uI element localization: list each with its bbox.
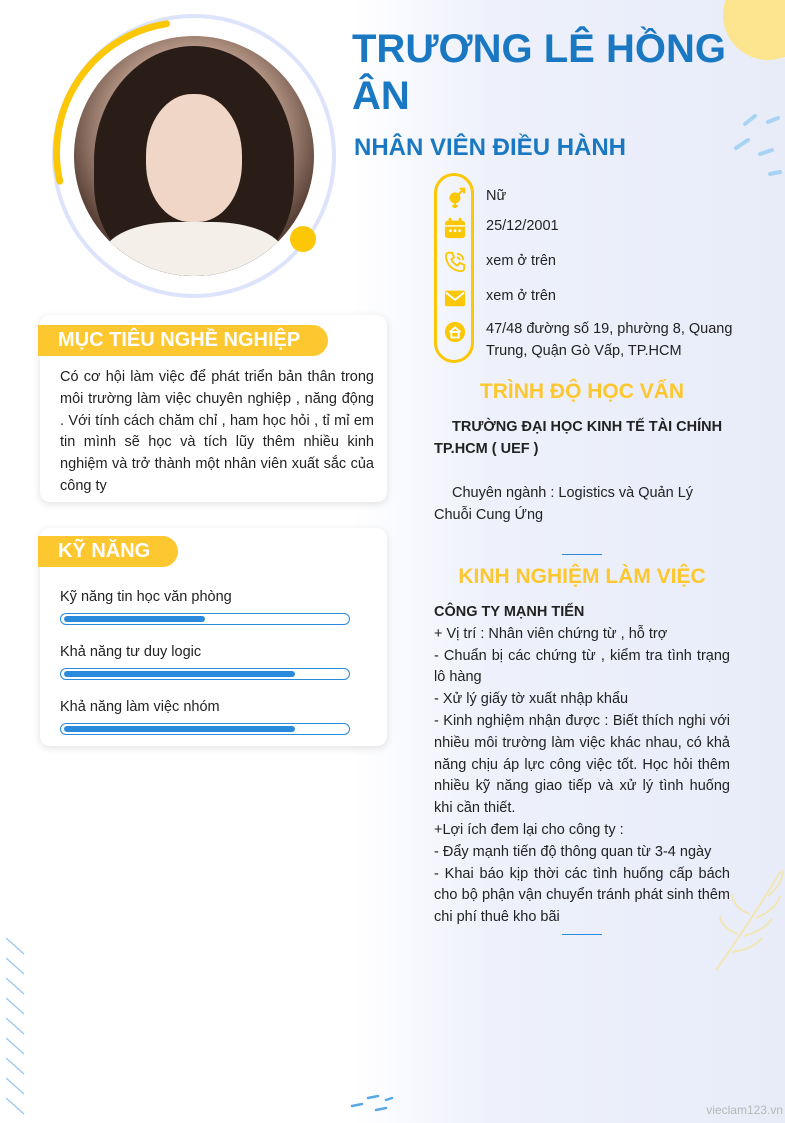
job-title: NHÂN VIÊN ĐIỀU HÀNH [354,134,627,161]
skill-progress-bar [60,613,350,625]
school-name: TRƯỜNG ĐẠI HỌC KINH TẾ TÀI CHÍNH TP.HCM ( UEF ) [434,419,723,457]
address-value: 47/48 đường số 19, phường 8, Quang Trung, Quận Gò Vấp, TP.HCM [486,321,733,359]
experience-list [434,602,730,929]
email-value: xem ở trên [486,288,556,304]
major-text: Chuyên ngành : Logistics và Quản Lý Chuỗi Cung Ứng [434,485,694,523]
education-heading: TRÌNH ĐỘ HỌC VẤN [479,380,685,403]
phone-icon [444,251,466,273]
company-name: CÔNG TY MẠNH TIẾN [434,604,585,620]
skill-item [60,644,352,660]
decorative-dot [290,226,316,252]
avatar-frame [52,14,336,298]
skill-item [60,589,352,605]
skill-progress-fill [64,671,295,677]
candidate-name: TRƯƠNG LÊ HỒNG ÂN [352,27,726,118]
skill-progress-bar [60,723,350,735]
skill-progress-fill [64,726,295,732]
footer-watermark: vieclam123.vn [706,1103,783,1117]
email-icon [444,287,466,309]
objective-text: Có cơ hội làm việc để phát triển bản thân trong môi trường làm việc chuyên nghiệp , năng động . Với tính cách chăm chỉ , ham học hỏi , tỉ mỉ em tin mình sẽ học và tích lũy thêm nhiều kinh nghiệm và trở thành một nhân viên xuất sắc của công ty [60,369,374,494]
experience-line: - Xử lý giấy tờ xuất nhập khẩu [434,691,629,708]
gender-value: Nữ [486,188,507,204]
skill-label: Khả năng tư duy logic [60,644,202,660]
birthday-value: 25/12/2001 [486,218,559,234]
experience-line: - Kinh nghiệm nhận được : Biết thích nghi với nhiều môi trường làm việc khác nhau, có khả năng chịu áp lực công việc tốt. Học hỏi thêm nhiều kỹ năng giao tiếp và xử lý tình huống khi cần thiết. [434,712,730,817]
home-address-icon [444,321,466,343]
hatch-decoration-icon [6,930,28,1120]
skill-label: Khả năng làm việc nhóm [60,699,220,715]
experience-line: - Chuẩn bị các chứng từ , kiểm tra tình trạng lô hàng [434,647,730,686]
phone-value: xem ở trên [486,253,556,269]
objective-card [40,315,387,502]
leaf-decoration-icon [730,110,785,190]
skills-card [40,528,387,746]
section-divider [562,554,602,555]
skill-progress-fill [64,616,205,622]
experience-line: - Đẩy mạnh tiến độ thông quan từ 3-4 ngày [434,843,712,860]
objective-heading: MỤC TIÊU NGHỀ NGHIỆP [38,325,328,356]
section-divider [562,934,602,935]
experience-heading: KINH NGHIỆM LÀM VIỆC [458,565,706,588]
avatar [74,36,314,276]
experience-line: +Lợi ích đem lại cho công ty : [434,821,624,838]
leaf-decoration-icon [348,1092,396,1116]
skill-progress-bar [60,668,350,680]
skill-label: Kỹ năng tin học văn phòng [60,589,232,605]
skills-heading: KỸ NĂNG [38,536,178,567]
skill-item [60,699,352,715]
experience-line: + Vị trí : Nhân viên chứng từ , hỗ trợ [434,625,668,642]
experience-line: - Khai báo kịp thời các tình huống cấp bách cho bộ phận vận chuyển tránh phát sinh thêm chi phí thuê kho bãi [434,865,730,926]
gender-icon [444,186,466,208]
calendar-icon [444,217,466,239]
